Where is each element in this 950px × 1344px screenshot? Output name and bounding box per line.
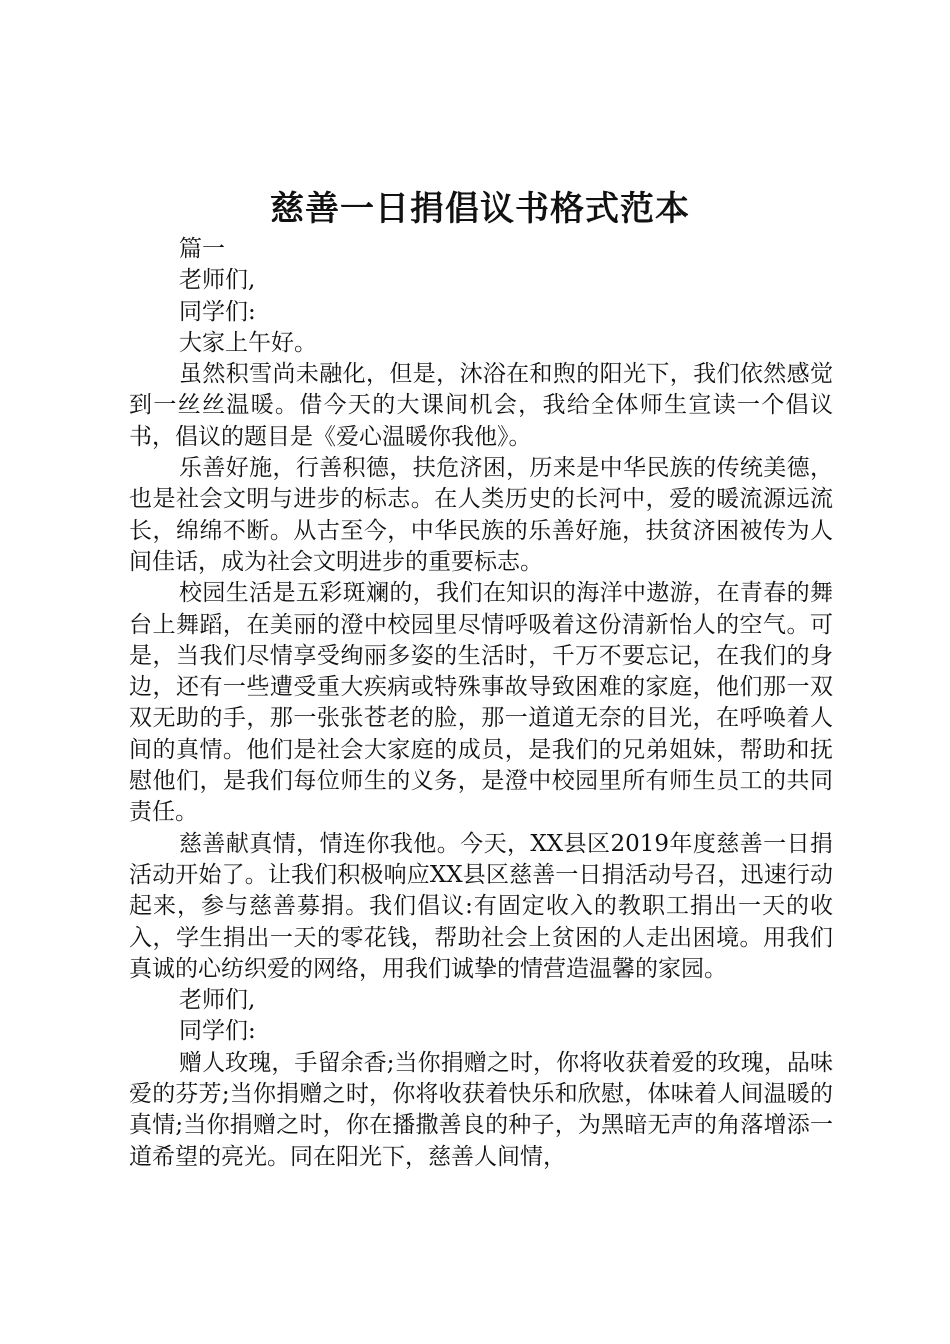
- salutation-teachers: 老师们,: [179, 267, 256, 294]
- salutation-teachers: 老师们,: [179, 987, 256, 1014]
- paragraph: 慈善献真情，情连你我他。今天，XX县区2019年度慈善一日捐活动开始了。让我们积极响应XX县区慈善一日捐活动号召，迅速行动起来，参与慈善募捐。我们倡议:有固定收入的教职工捐出一天的收入，学生捐出一天的零花钱，帮助社会上贫困的人走出困境。用我们真诚的心纺织爱的网络，用我们诚挚的情营造温馨的家园。: [129, 830, 833, 982]
- paragraph: 虽然积雪尚未融化，但是，沐浴在和煦的阳光下，我们依然感觉到一丝丝温暖。借今天的大课间机会，我给全体师生宣读一个倡议书，倡议的题目是《爱心温暖你我他》。: [129, 361, 833, 450]
- paragraph: 校园生活是五彩斑斓的，我们在知识的海洋中遨游，在青春的舞台上舞蹈，在美丽的澄中校园里尽情呼吸着这份清新怡人的空气。可是，当我们尽情享受绚丽多姿的生活时，千万不要忘记，在我们的身边，还有一些遭受重大疾病或特殊事故导致困难的家庭，他们那一双双无助的手，那一张张苍老的脸，那一道道无奈的目光，在呼唤着人间的真情。他们是社会大家庭的成员，是我们的兄弟姐妹，帮助和抚慰他们，是我们每位师生的义务，是澄中校园里所有师生员工的共同责任。: [129, 580, 833, 826]
- salutation-students: 同学们:: [179, 1018, 256, 1045]
- document-title: 慈善一日捐倡议书格式范本: [270, 189, 690, 229]
- salutation-students: 同学们:: [179, 298, 256, 325]
- paragraph: 赠人玫瑰，手留余香;当你捐赠之时，你将收获着爱的玫瑰，品味爱的芬芳;当你捐赠之时，你将收获着快乐和欣慰，体味着人间温暖的真情;当你捐赠之时，你在播撒善良的种子，为黑暗无声的角落增添一道希望的亮光。同在阳光下，慈善人间情，: [129, 1049, 833, 1170]
- greeting: 大家上午好。: [179, 329, 317, 356]
- section-heading: 篇一: [179, 236, 225, 262]
- paragraph: 乐善好施，行善积德，扶危济困，历来是中华民族的传统美德，也是社会文明与进步的标志。在人类历史的长河中，爱的暖流源远流长，绵绵不断。从古至今，中华民族的乐善好施，扶贫济困被传为人间佳话，成为社会文明进步的重要标志。: [129, 455, 833, 575]
- document-body: [129, 234, 833, 1173]
